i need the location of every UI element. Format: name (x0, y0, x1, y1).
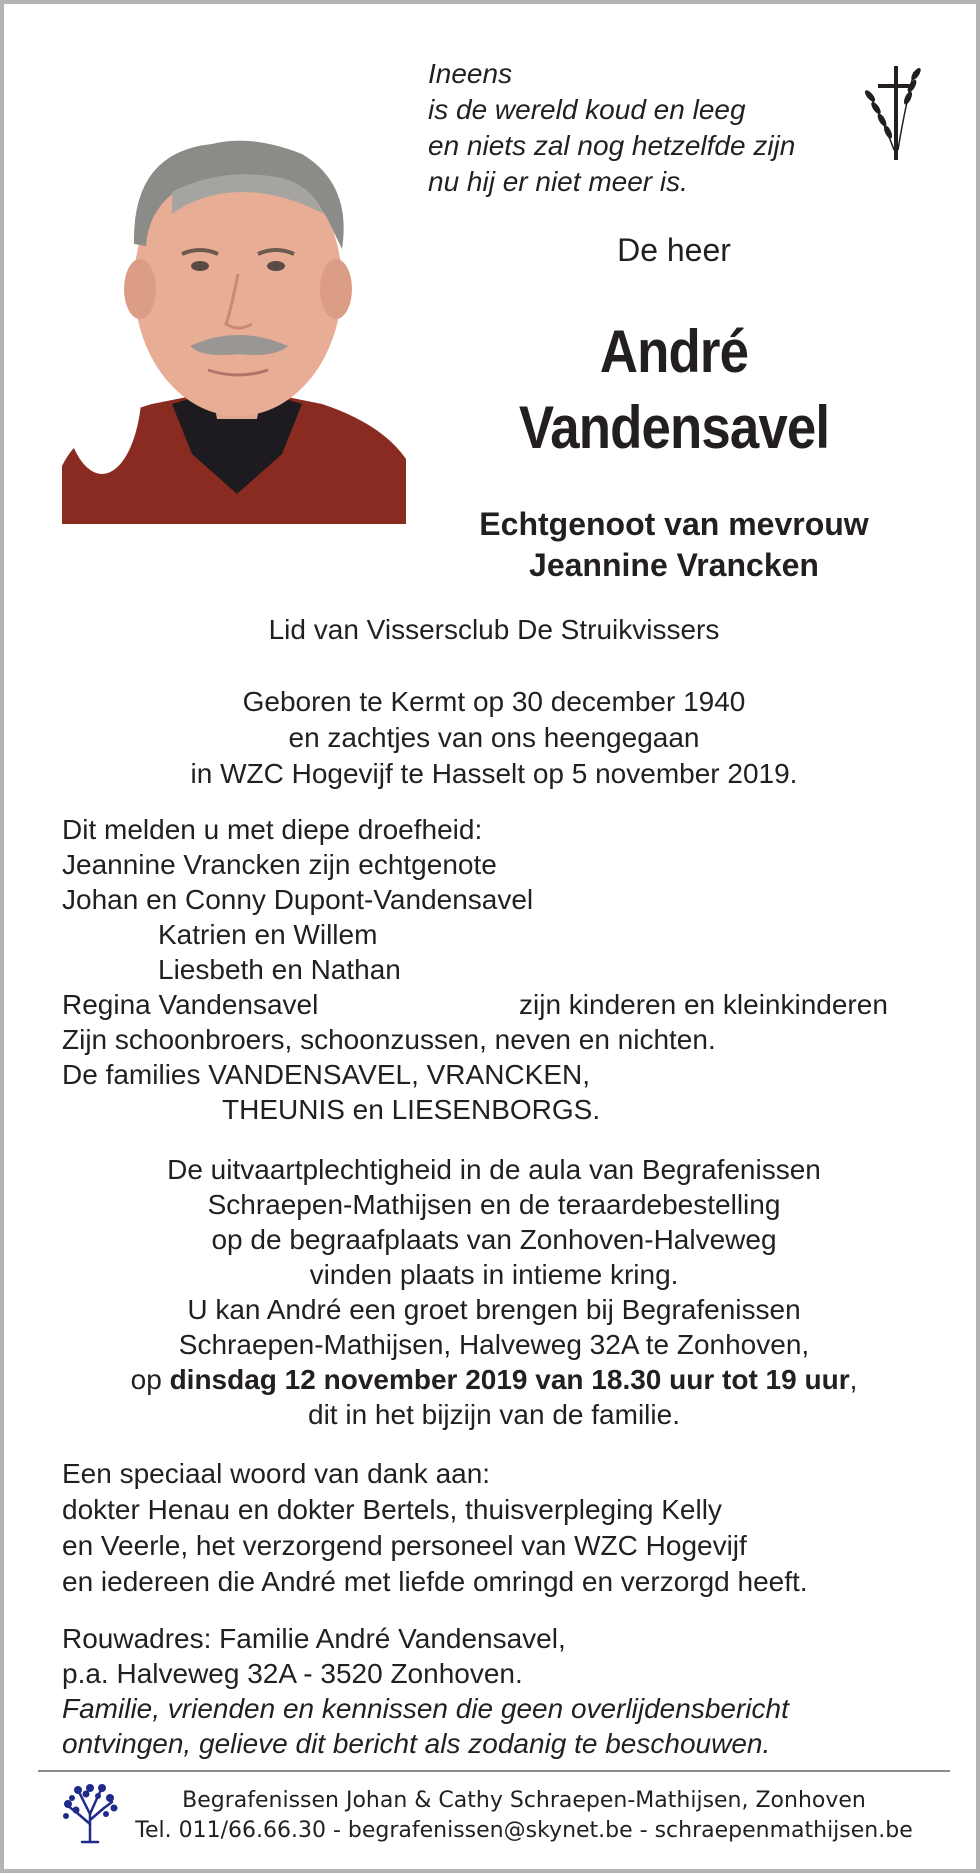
thanks-line: Een speciaal woord van dank aan: (62, 1458, 491, 1489)
family-block (62, 812, 942, 1127)
poem-line: en niets zal nog hetzelfde zijn (428, 130, 796, 161)
ceremony-line: vinden plaats in intieme kring. (309, 1259, 679, 1290)
family-grandchild: Katrien en Willem (158, 919, 378, 950)
family-names: De families VANDENSAVEL, VRANCKEN, (62, 1059, 590, 1090)
notice-line: ontvingen, gelieve dit bericht als zodanig te beschouwen. (62, 1728, 771, 1759)
poem-line: nu hij er niet meer is. (428, 166, 688, 197)
death-line: in WZC Hogevijf te Hasselt op 5 november 2019. (190, 758, 798, 789)
salutation: De heer (617, 232, 731, 268)
family-child: Johan en Conny Dupont-Vandensavel (62, 884, 534, 915)
cross-with-wheat-icon (856, 62, 936, 164)
address-line: Rouwadres: Familie André Vandensavel, (62, 1623, 566, 1654)
family-grandchild: Liesbeth en Nathan (158, 954, 401, 985)
spouse-block (424, 504, 924, 586)
ceremony-line: Schraepen-Mathijsen en de teraardebestelling (207, 1189, 781, 1220)
spouse-line: Echtgenoot van mevrouw (479, 506, 869, 542)
portrait-photo (62, 74, 406, 524)
thanks-line: en Veerle, het verzorgend personeel van WZC Hogevijf (62, 1530, 747, 1561)
visitation-prefix: op (130, 1364, 170, 1395)
thanks-line: dokter Henau en dokter Bertels, thuisverpleging Kelly (62, 1494, 722, 1525)
birth-death-block (4, 684, 980, 792)
ceremony-line: U kan André een groet brengen bij Begrafenissen (187, 1294, 801, 1325)
address-line: p.a. Halveweg 32A - 3520 Zonhoven. (62, 1658, 523, 1689)
family-names: THEUNIS en LIESENBORGS. (222, 1094, 601, 1125)
family-child-row (62, 987, 942, 1022)
visitation-date: dinsdag 12 november 2019 van 18.30 uur tot 19 uur (169, 1364, 850, 1395)
ceremony-block (4, 1152, 980, 1432)
deceased-name (454, 314, 894, 466)
ceremony-line: op de begraafplaats van Zonhoven-Halveweg (211, 1224, 777, 1255)
funeral-home-footer (124, 1786, 924, 1846)
tree-logo-icon (62, 1784, 118, 1844)
family-inlaws: Zijn schoonbroers, schoonzussen, neven en nichten. (62, 1024, 716, 1055)
visitation-line (4, 1362, 980, 1397)
poem-line: is de wereld koud en leeg (428, 94, 746, 125)
thanks-line: en iedereen die André met liefde omringd en verzorgd heeft. (62, 1566, 808, 1597)
funeral-home-name: Begrafenissen Johan & Cathy Schraepen-Mathijsen, Zonhoven (182, 1788, 866, 1813)
passing-line: en zachtjes van ons heengegaan (288, 722, 700, 753)
poem-line: Ineens (428, 58, 513, 89)
last-name: Vandensavel (518, 394, 830, 461)
birth-line: Geboren te Kermt op 30 december 1940 (242, 686, 746, 717)
family-intro: Dit melden u met diepe droefheid: (62, 814, 483, 845)
visitation-suffix: , (849, 1364, 858, 1395)
funeral-home-contact: Tel. 011/66.66.30 - begrafenissen@skynet.be - schraepenmathijsen.be (135, 1818, 913, 1843)
family-child: Regina Vandensavel (62, 989, 319, 1020)
ceremony-line: De uitvaartplechtigheid in de aula van Begrafenissen (167, 1154, 821, 1185)
spouse-name: Jeannine Vrancken (529, 547, 819, 583)
ceremony-line: dit in het bijzijn van de familie. (308, 1399, 680, 1430)
notice-line: Familie, vrienden en kennissen die geen overlijdensbericht (62, 1693, 789, 1724)
thanks-block (62, 1456, 808, 1600)
first-name: André (599, 318, 749, 385)
club-membership: Lid van Vissersclub De Struikvissers (268, 614, 720, 645)
address-block (62, 1621, 789, 1761)
poem (428, 56, 795, 200)
ceremony-line: Schraepen-Mathijsen, Halveweg 32A te Zonhoven, (178, 1329, 810, 1360)
family-spouse: Jeannine Vrancken zijn echtgenote (62, 849, 497, 880)
children-label: zijn kinderen en kleinkinderen (519, 989, 888, 1020)
footer-divider (38, 1770, 950, 1772)
